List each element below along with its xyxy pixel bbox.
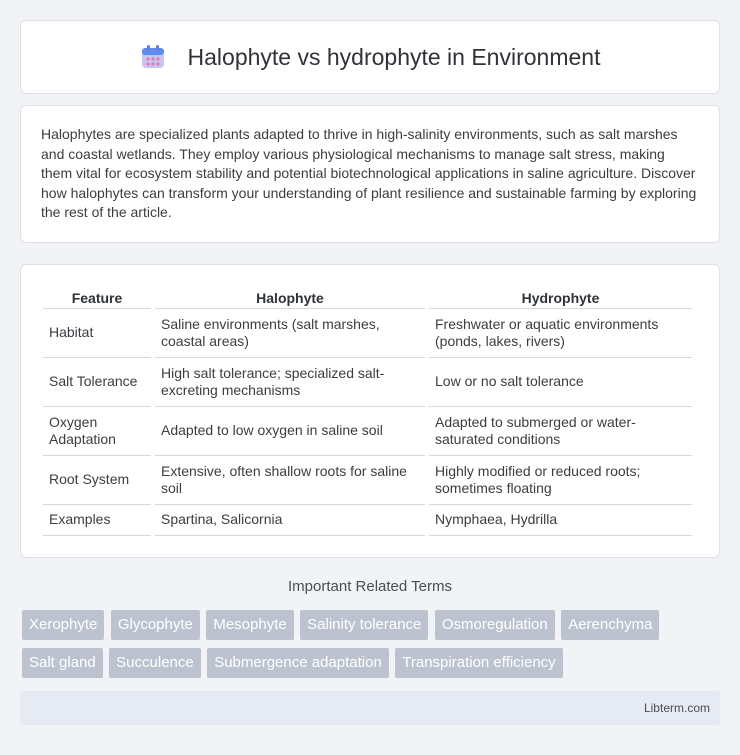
comparison-table-card (20, 264, 720, 558)
cell-hydrophyte: Highly modified or reduced roots; sometimes floating (429, 456, 692, 505)
cell-feature: Oxygen Adaptation (43, 407, 151, 456)
page-title: Halophyte vs hydrophyte in Environment (187, 43, 601, 70)
footer-site-link[interactable]: Libterm.com (643, 701, 710, 715)
footer (20, 691, 720, 725)
tag-salt-gland[interactable]: Salt gland (22, 648, 103, 678)
comparison-table (39, 285, 696, 536)
cell-halophyte: Extensive, often shallow roots for saline soil (155, 456, 425, 505)
cell-halophyte: High salt tolerance; specialized salt-excreting mechanisms (155, 358, 425, 407)
cell-hydrophyte: Nymphaea, Hydrilla (429, 505, 692, 536)
header-halophyte: Halophyte (155, 285, 425, 309)
cell-feature: Root System (43, 456, 151, 505)
intro-text: Halophytes are specialized plants adapted to thrive in high-salinity environments, such as salt marshes and coastal wetlands. They employ various physiological mechanisms to manage salt stress, making them vital for ecosystem stability and potential biotechnological applications in saline agriculture. Discover how halophytes can transform your understanding of plant resilience and sustainable farming by exploring the rest of the article. (41, 126, 697, 220)
tag-succulence[interactable]: Succulence (109, 648, 201, 678)
cell-hydrophyte: Adapted to submerged or water-saturated conditions (429, 407, 692, 456)
table-row (43, 456, 692, 505)
title-card (20, 20, 720, 94)
header-hydrophyte: Hydrophyte (429, 285, 692, 309)
cell-feature: Habitat (43, 309, 151, 358)
cell-feature: Salt Tolerance (43, 358, 151, 407)
calendar-icon (140, 44, 166, 70)
cell-hydrophyte: Freshwater or aquatic environments (ponds, lakes, rivers) (429, 309, 692, 358)
tag-submergence-adaptation[interactable]: Submergence adaptation (207, 648, 389, 678)
header-feature: Feature (43, 285, 151, 309)
tag-mesophyte[interactable]: Mesophyte (206, 610, 293, 640)
tag-glycophyte[interactable]: Glycophyte (111, 610, 200, 640)
cell-halophyte: Adapted to low oxygen in saline soil (155, 407, 425, 456)
tag-osmoregulation[interactable]: Osmoregulation (435, 610, 555, 640)
cell-halophyte: Saline environments (salt marshes, coastal areas) (155, 309, 425, 358)
tag-aerenchyma[interactable]: Aerenchyma (561, 610, 659, 640)
related-terms-heading: Important Related Terms (288, 578, 452, 595)
cell-feature: Examples (43, 505, 151, 536)
tag-xerophyte[interactable]: Xerophyte (22, 610, 104, 640)
table-row (43, 358, 692, 407)
cell-hydrophyte: Low or no salt tolerance (429, 358, 692, 407)
table-row (43, 505, 692, 536)
tag-transpiration-efficiency[interactable]: Transpiration efficiency (395, 648, 562, 678)
table-header-row (43, 285, 692, 309)
intro-card (20, 105, 720, 243)
cell-halophyte: Spartina, Salicornia (155, 505, 425, 536)
related-tags (22, 610, 722, 686)
tag-salinity-tolerance[interactable]: Salinity tolerance (300, 610, 428, 640)
table-row (43, 407, 692, 456)
table-row (43, 309, 692, 358)
